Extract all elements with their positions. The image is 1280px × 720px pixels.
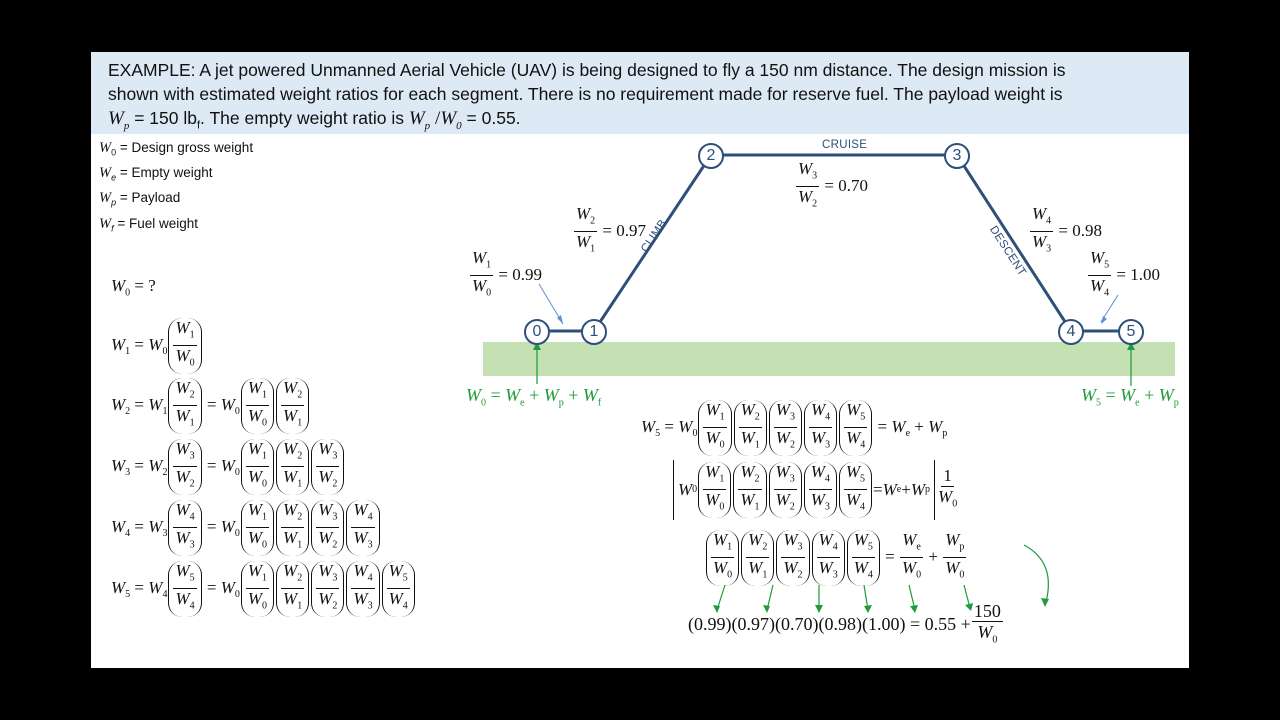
gross-weight-equation: $W_0 = W_e + W_p + W_f$ xyxy=(466,385,602,409)
landing-weight-equation: $W_5 = W_e + W_p$ xyxy=(1081,385,1179,409)
equation-w3: $W_3 = W_2$ $\frac{W_3}{W_2}$ = $W_0$ $\frac{W_1}{W_0}$ $\frac{W_2}{W_1}$ $\frac{W_3}{W_2}$ xyxy=(111,439,345,495)
waypoint-4: 4 xyxy=(1058,319,1084,345)
waypoint-1: 1 xyxy=(581,319,607,345)
legend-item: $W_f$ = Fuel weight xyxy=(99,215,199,234)
ratio-w4-w3: $\frac{W_4}{W_3}$ = 0.98 xyxy=(1032,204,1103,255)
equation-w5: $W_5 = W_4$ $\frac{W_5}{W_4}$ = $W_0$ $\frac{W_1}{W_0}$ $\frac{W_2}{W_1}$ $\frac{W_3}{W_2}$ $\frac{W_4}{W_3}$ $\frac{W_5}{W_4}$ xyxy=(111,561,416,617)
ratio-w3-w2: $\frac{W_3}{W_2}$ = 0.70 xyxy=(798,159,869,210)
ratio-w5-w4: $\frac{W_5}{W_4}$ = 1.00 xyxy=(1090,248,1161,299)
slide xyxy=(91,52,1189,668)
equation-divide-by-w0: W 0 $\frac{W_1}{W_0}$ $\frac{W_2}{W_1}$ $\frac{W_3}{W_2}$ $\frac{W_4}{W_3}$ $\frac{W_5}{W_4}$ = W e + W p $\frac{1}{W_0}$ xyxy=(673,460,960,520)
segment-label-descent: DESCENT xyxy=(986,224,1029,279)
segment-label-cruise: CRUISE xyxy=(822,139,868,151)
equation-w2: $W_2 = W_1$ $\frac{W_2}{W_1}$ = $W_0$ $\frac{W_1}{W_0}$ $\frac{W_2}{W_1}$ xyxy=(111,378,310,434)
equation-ratio-form: $\frac{W_1}{W_0}$ $\frac{W_2}{W_1}$ $\frac{W_3}{W_2}$ $\frac{W_4}{W_3}$ $\frac{W_5}{W_4}$ = $\frac{W_e}{W_0}$ + $\frac{W_p}{W_0}$ xyxy=(705,530,967,586)
equation-w0: $W_0$ = ? xyxy=(111,276,156,299)
legend-item: $W_e$ = Empty weight xyxy=(99,165,213,183)
legend-item: $W_p$ = Payload xyxy=(99,190,181,209)
waypoint-0: 0 xyxy=(524,319,550,345)
segment-label-climb: CLIMB xyxy=(639,217,670,255)
problem-line-3: $W_p = 150$ $lb_f$. The empty weight ratio is $W_p$ $/W_0 = 0.55$. xyxy=(108,108,521,132)
waypoint-2: 2 xyxy=(698,143,724,169)
ratio-w2-w1: $\frac{W_2}{W_1}$ = 0.97 xyxy=(576,204,647,255)
ratio-w1-w0: $\frac{W_1}{W_0}$ = 0.99 xyxy=(472,248,543,299)
problem-line-2: shown with estimated weight ratios for each segment. There is no requirement made for reserve fuel. The payload weight is xyxy=(108,84,1063,104)
equation-numeric: (0.99)(0.97)(0.70)(0.98)(1.00) = 0.55 + $\frac{150}{W_0}$ xyxy=(688,601,1001,646)
legend-item: $W_0$ = Design gross weight xyxy=(99,140,254,158)
waypoint-3: 3 xyxy=(944,143,970,169)
equation-w4: $W_4 = W_3$ $\frac{W_4}{W_3}$ = $W_0$ $\frac{W_1}{W_0}$ $\frac{W_2}{W_1}$ $\frac{W_3}{W_2}$ $\frac{W_4}{W_3}$ xyxy=(111,500,381,556)
ground-strip xyxy=(483,342,1175,376)
equation-w1: $W_1 = W_0$ $\frac{W_1}{W_0}$ xyxy=(111,318,203,374)
problem-line-1: EXAMPLE: A jet powered Unmanned Aerial Vehicle (UAV) is being designed to fly a 150 nm distance. The design mission is xyxy=(108,60,1066,80)
equation-w5-product: $W_5 = W_0$ $\frac{W_1}{W_0}$ $\frac{W_2}{W_1}$ $\frac{W_3}{W_2}$ $\frac{W_4}{W_3}$ $\frac{W_5}{W_4}$ = $W_e + W_p$ xyxy=(641,400,947,456)
waypoint-5: 5 xyxy=(1118,319,1144,345)
